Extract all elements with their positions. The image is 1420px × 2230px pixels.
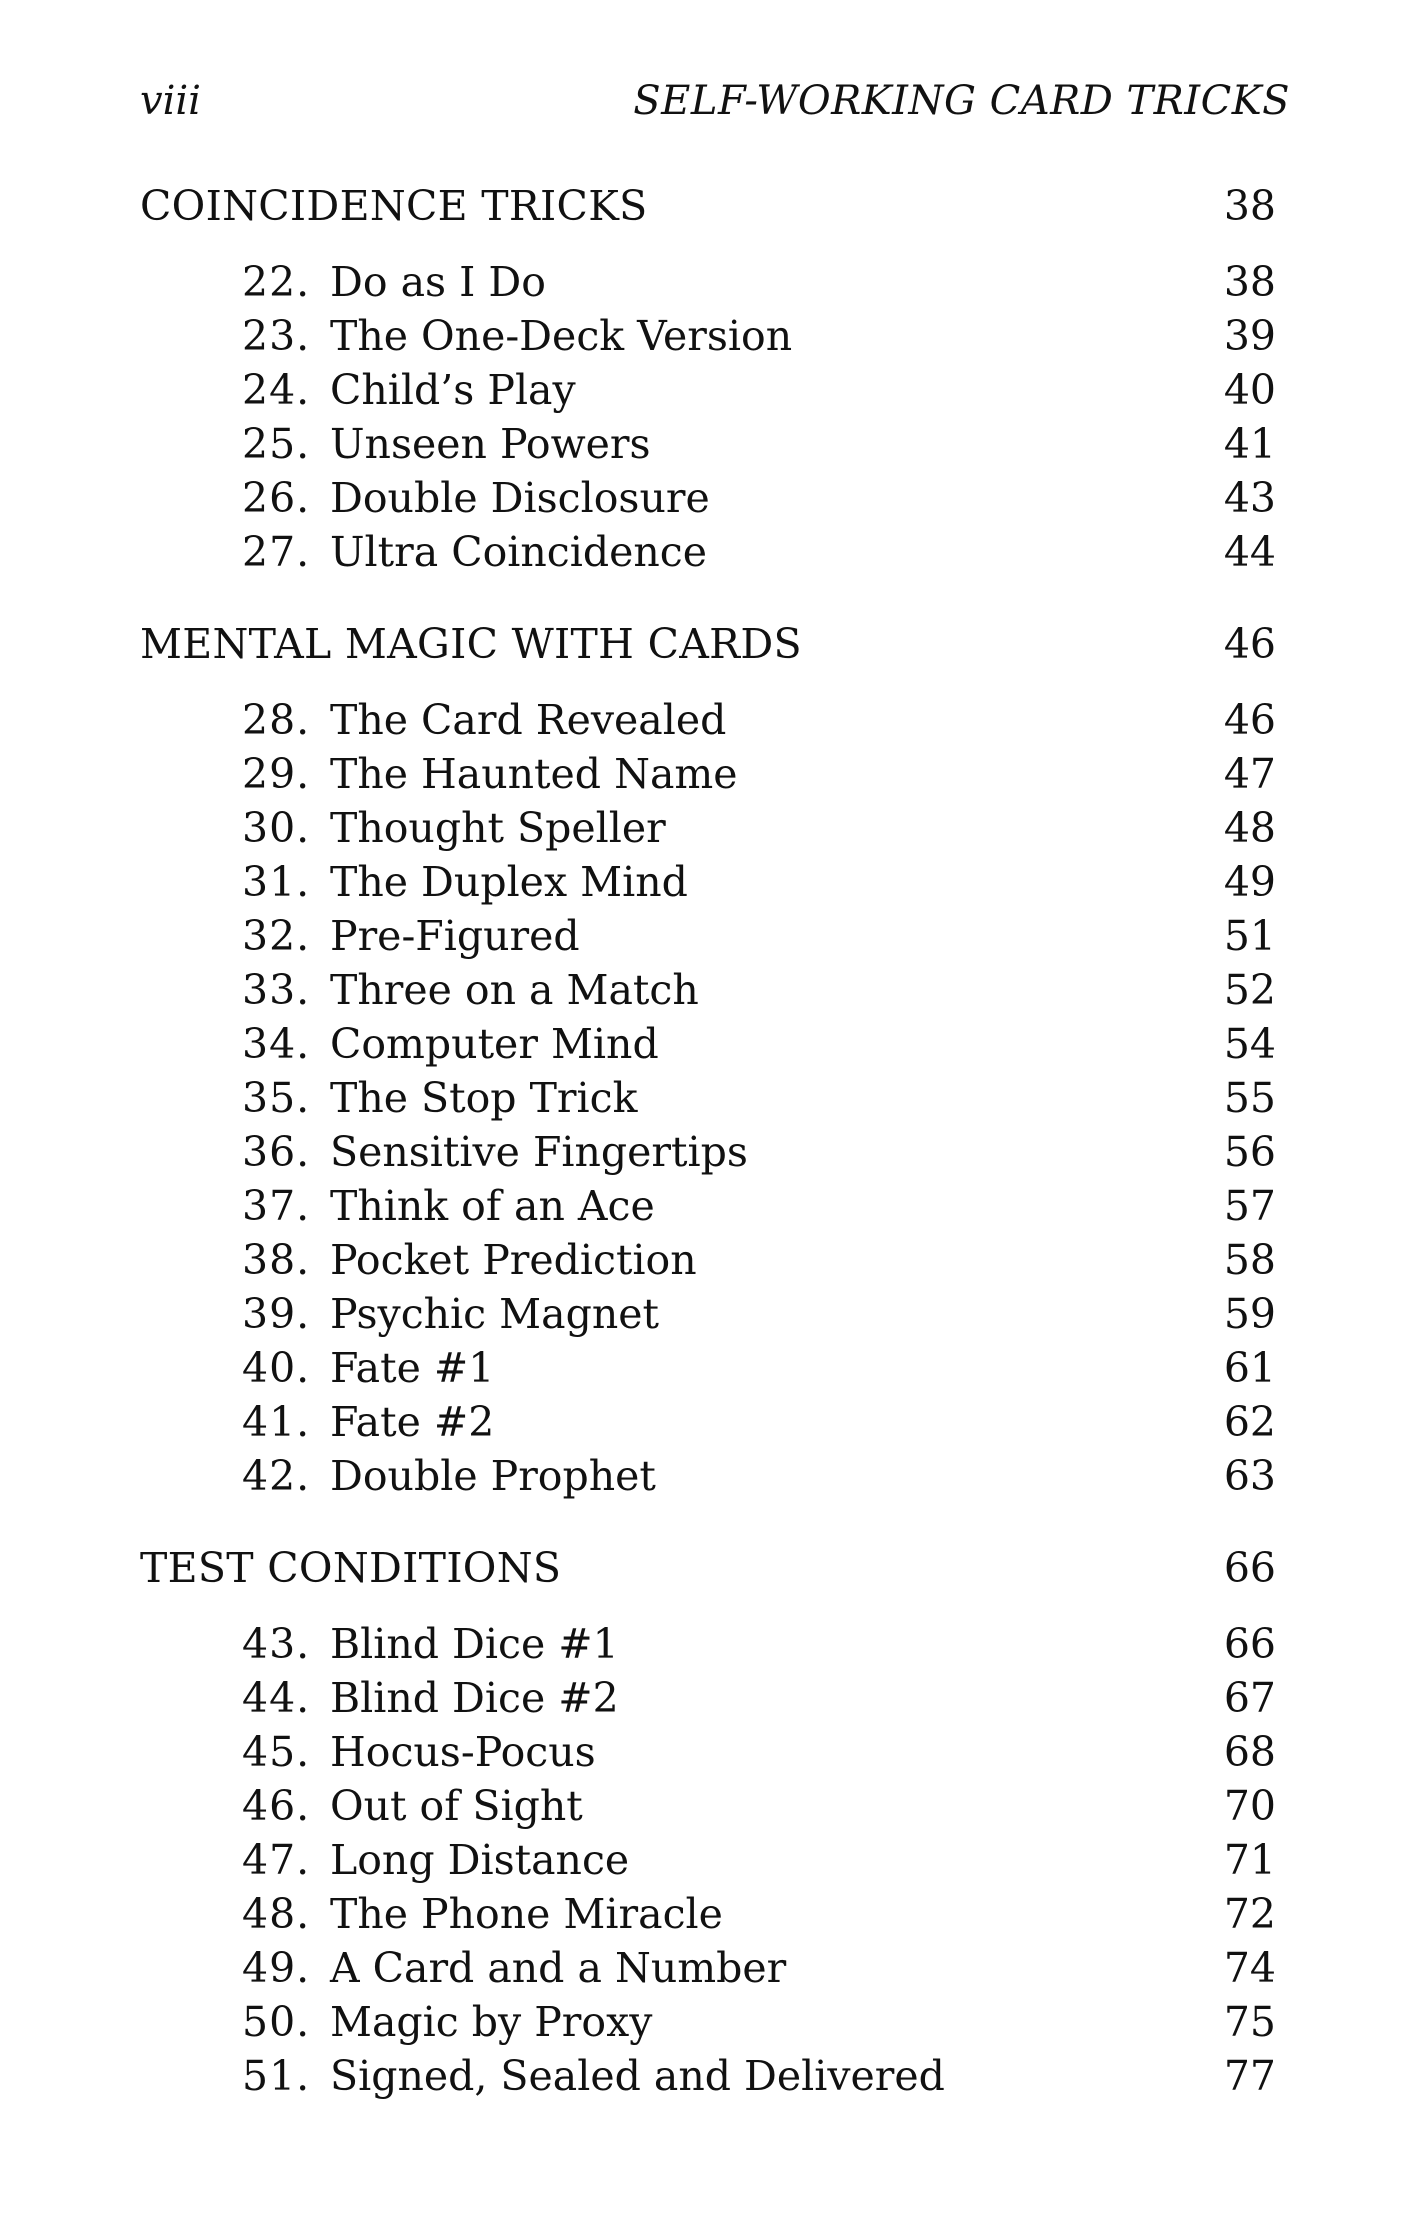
entry-number: 37. — [242, 1182, 311, 1230]
section-page-number: 66 — [1223, 1544, 1276, 1592]
entry-number: 43. — [242, 1620, 311, 1668]
entry-page-number: 58 — [1223, 1236, 1276, 1284]
toc-entry — [140, 1836, 1276, 1890]
toc-entry — [140, 1620, 1276, 1674]
entry-title: Thought Speller — [330, 804, 666, 852]
entry-title: The Phone Miracle — [330, 1890, 723, 1938]
entry-title: Psychic Magnet — [330, 1290, 659, 1338]
toc-entry — [140, 474, 1276, 528]
toc-entry — [140, 1128, 1276, 1182]
entry-number: 31. — [242, 858, 311, 906]
entry-number: 22. — [242, 258, 311, 306]
entry-title: Signed, Sealed and Delivered — [330, 2052, 945, 2100]
entry-page-number: 56 — [1223, 1128, 1276, 1176]
entry-title: The Duplex Mind — [330, 858, 688, 906]
page-header — [140, 78, 1290, 138]
entry-number: 46. — [242, 1782, 311, 1830]
toc-entry — [140, 1344, 1276, 1398]
entry-title: The Haunted Name — [330, 750, 738, 798]
entry-page-number: 47 — [1223, 750, 1276, 798]
entry-page-number: 57 — [1223, 1182, 1276, 1230]
entry-number: 34. — [242, 1020, 311, 1068]
section-heading — [140, 1544, 1276, 1598]
entry-page-number: 40 — [1223, 366, 1276, 414]
entry-title: Hocus-Pocus — [330, 1728, 596, 1776]
entry-page-number: 48 — [1223, 804, 1276, 852]
entry-page-number: 49 — [1223, 858, 1276, 906]
entry-page-number: 74 — [1223, 1944, 1276, 1992]
toc-section-coincidence-tricks — [140, 182, 1276, 582]
section-page-number: 38 — [1223, 182, 1276, 230]
toc-entry — [140, 696, 1276, 750]
toc-entry — [140, 966, 1276, 1020]
entry-title: Do as I Do — [330, 258, 546, 306]
entry-number: 49. — [242, 1944, 311, 1992]
toc-entry — [140, 1998, 1276, 2052]
entry-number: 42. — [242, 1452, 311, 1500]
toc-entry — [140, 1074, 1276, 1128]
entry-page-number: 63 — [1223, 1452, 1276, 1500]
entry-page-number: 67 — [1223, 1674, 1276, 1722]
entry-number: 47. — [242, 1836, 311, 1884]
toc-entry — [140, 750, 1276, 804]
entry-page-number: 38 — [1223, 258, 1276, 306]
entry-title: Blind Dice #2 — [330, 1674, 619, 1722]
section-title: TEST CONDITIONS — [140, 1544, 562, 1592]
entry-number: 29. — [242, 750, 311, 798]
entry-title: Fate #1 — [330, 1344, 495, 1392]
entry-title: The One-Deck Version — [330, 312, 793, 360]
entry-number: 30. — [242, 804, 311, 852]
entry-title: Long Distance — [330, 1836, 630, 1884]
entry-list — [140, 258, 1276, 582]
entry-title: Pocket Prediction — [330, 1236, 697, 1284]
toc-entry — [140, 804, 1276, 858]
entry-title: Unseen Powers — [330, 420, 651, 468]
entry-title: Three on a Match — [330, 966, 699, 1014]
entry-number: 44. — [242, 1674, 311, 1722]
entry-number: 45. — [242, 1728, 311, 1776]
entry-title: Ultra Coincidence — [330, 528, 708, 576]
entry-page-number: 62 — [1223, 1398, 1276, 1446]
toc-entry — [140, 858, 1276, 912]
toc-entry — [140, 2052, 1276, 2106]
entry-page-number: 66 — [1223, 1620, 1276, 1668]
entry-title: Fate #2 — [330, 1398, 495, 1446]
entry-title: Out of Sight — [330, 1782, 583, 1830]
toc-entry — [140, 1290, 1276, 1344]
entry-page-number: 77 — [1223, 2052, 1276, 2100]
entry-title: Computer Mind — [330, 1020, 659, 1068]
entry-number: 40. — [242, 1344, 311, 1392]
entry-number: 28. — [242, 696, 311, 744]
entry-number: 26. — [242, 474, 311, 522]
section-page-number: 46 — [1223, 620, 1276, 668]
toc-entry — [140, 1182, 1276, 1236]
entry-number: 36. — [242, 1128, 311, 1176]
table-of-contents — [140, 182, 1276, 2144]
entry-number: 48. — [242, 1890, 311, 1938]
toc-section-mental-magic-with-cards — [140, 620, 1276, 1506]
entry-title: Blind Dice #1 — [330, 1620, 619, 1668]
toc-entry — [140, 1782, 1276, 1836]
entry-number: 35. — [242, 1074, 311, 1122]
entry-page-number: 55 — [1223, 1074, 1276, 1122]
entry-title: Double Prophet — [330, 1452, 656, 1500]
toc-entry — [140, 1674, 1276, 1728]
entry-page-number: 43 — [1223, 474, 1276, 522]
entry-page-number: 71 — [1223, 1836, 1276, 1884]
toc-entry — [140, 1020, 1276, 1074]
entry-title: Double Disclosure — [330, 474, 710, 522]
toc-entry — [140, 258, 1276, 312]
entry-title: Child’s Play — [330, 366, 576, 414]
entry-number: 33. — [242, 966, 311, 1014]
entry-list — [140, 1620, 1276, 2106]
entry-page-number: 59 — [1223, 1290, 1276, 1338]
entry-title: A Card and a Number — [330, 1944, 787, 1992]
entry-page-number: 41 — [1223, 420, 1276, 468]
entry-page-number: 44 — [1223, 528, 1276, 576]
entry-page-number: 68 — [1223, 1728, 1276, 1776]
entry-number: 41. — [242, 1398, 311, 1446]
toc-entry — [140, 1728, 1276, 1782]
entry-page-number: 75 — [1223, 1998, 1276, 2046]
toc-section-test-conditions — [140, 1544, 1276, 2106]
section-heading — [140, 620, 1276, 674]
entry-title: The Stop Trick — [330, 1074, 638, 1122]
toc-entry — [140, 312, 1276, 366]
section-title: COINCIDENCE TRICKS — [140, 182, 648, 230]
entry-page-number: 46 — [1223, 696, 1276, 744]
toc-entry — [140, 912, 1276, 966]
entry-number: 23. — [242, 312, 311, 360]
entry-title: Sensitive Fingertips — [330, 1128, 748, 1176]
entry-number: 32. — [242, 912, 311, 960]
entry-title: The Card Revealed — [330, 696, 727, 744]
entry-number: 39. — [242, 1290, 311, 1338]
entry-title: Magic by Proxy — [330, 1998, 653, 2046]
entry-title: Think of an Ace — [330, 1182, 655, 1230]
entry-number: 51. — [242, 2052, 311, 2100]
section-title: MENTAL MAGIC WITH CARDS — [140, 620, 802, 668]
toc-entry — [140, 528, 1276, 582]
entry-title: Pre-Figured — [330, 912, 580, 960]
entry-page-number: 70 — [1223, 1782, 1276, 1830]
entry-number: 38. — [242, 1236, 311, 1284]
entry-page-number: 72 — [1223, 1890, 1276, 1938]
entry-page-number: 61 — [1223, 1344, 1276, 1392]
toc-entry — [140, 366, 1276, 420]
toc-entry — [140, 1236, 1276, 1290]
page-folio: viii — [140, 78, 201, 124]
entry-number: 25. — [242, 420, 311, 468]
toc-entry — [140, 420, 1276, 474]
toc-entry — [140, 1944, 1276, 1998]
toc-entry — [140, 1452, 1276, 1506]
entry-number: 27. — [242, 528, 311, 576]
running-title: SELF-WORKING CARD TRICKS — [633, 78, 1290, 124]
entry-number: 24. — [242, 366, 311, 414]
entry-page-number: 39 — [1223, 312, 1276, 360]
entry-page-number: 52 — [1223, 966, 1276, 1014]
entry-number: 50. — [242, 1998, 311, 2046]
section-heading — [140, 182, 1276, 236]
entry-page-number: 51 — [1223, 912, 1276, 960]
toc-entry — [140, 1398, 1276, 1452]
entry-page-number: 54 — [1223, 1020, 1276, 1068]
toc-entry — [140, 1890, 1276, 1944]
entry-list — [140, 696, 1276, 1506]
